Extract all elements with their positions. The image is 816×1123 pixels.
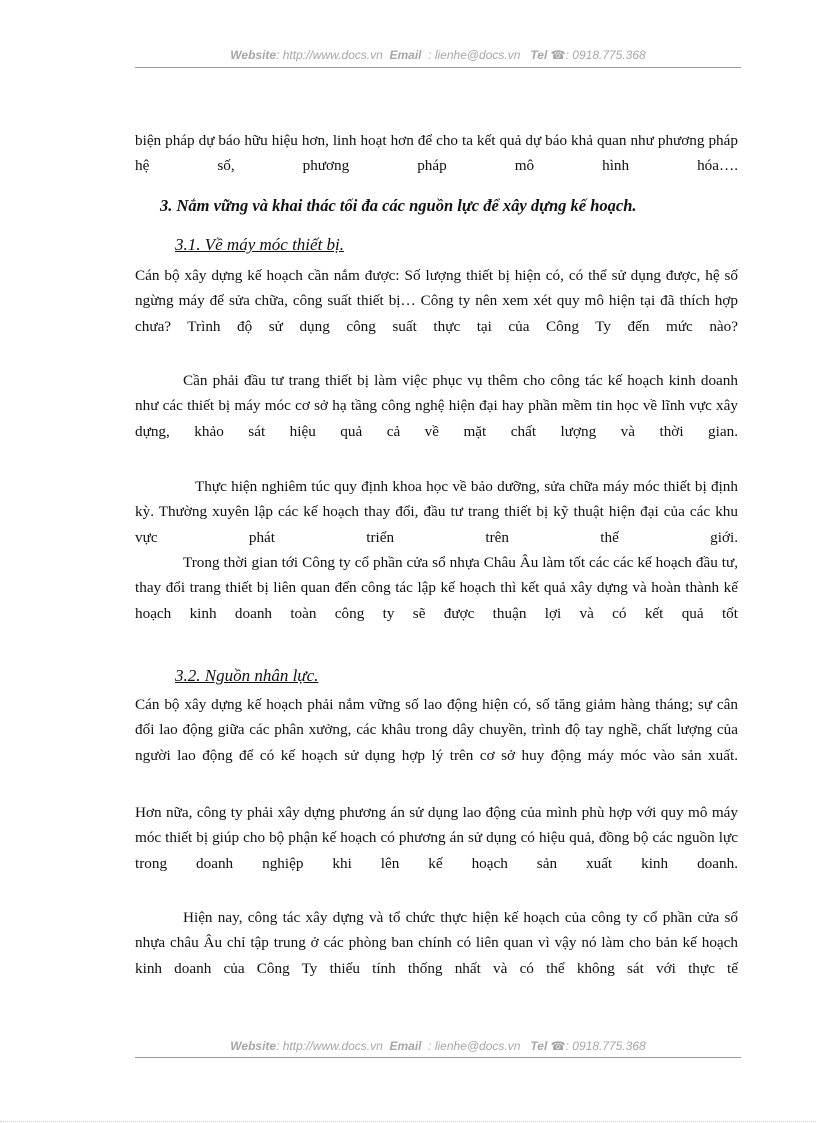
section-3-1-heading: 3.1. Về máy móc thiết bị.	[175, 235, 345, 254]
page-edge-divider	[0, 1121, 816, 1122]
footer-tel-label: Tel	[530, 1039, 548, 1053]
paragraph-3-2-a: Cán bộ xây dựng kế hoạch phải nắm vững số lao động hiện có, số tăng giảm hàng tháng; sự cân đối lao động giữa các phân xưởng, các khâu trong dây chuyền, trình độ tay nghề, chất lượng của người lao động để có kế hoạch sử dụng hợp lý trên cơ sở huy động máy móc vào sản xuất.	[135, 696, 738, 764]
header-email-link[interactable]: : lienhe@docs.vn	[428, 48, 521, 62]
header-rule	[135, 67, 741, 68]
footer-tel-value: : 0918.775.368	[565, 1039, 646, 1053]
section-3-heading: 3. Nắm vững và khai thác tối đa các nguồn lực để xây dựng kế hoạch.	[160, 196, 637, 215]
header-tel-label: Tel	[530, 48, 548, 62]
footer-email-link[interactable]: : lienhe@docs.vn	[428, 1039, 521, 1053]
header-email-label: Email	[389, 48, 422, 62]
header-tel-value: : 0918.775.368	[565, 48, 646, 62]
paragraph-3-1-c: Thực hiện nghiêm túc quy định khoa học về bảo dưỡng, sửa chữa máy móc thiết bị định kỳ. Thường xuyên lập các kế hoạch thay đổi, đầu tư trang thiết bị kỹ thuật hiện đại của các khu vực phát triển trên thế giới.	[135, 478, 738, 546]
header-website-link[interactable]: : http://www.docs.vn	[276, 48, 383, 62]
phone-icon: ☎	[550, 1039, 566, 1053]
paragraph-3-2-c: Hiện nay, công tác xây dựng và tổ chức thực hiện kế hoạch của công ty cổ phần cửa sổ nhựa châu Âu chỉ tập trung ở các phòng ban chính có liên quan vì vậy nó làm cho bản kế hoạch kinh doanh của Công Ty thiếu tính thống nhất và có thể không sát với thực tế	[135, 909, 738, 977]
paragraph-3-1-d: Trong thời gian tới Công ty cổ phần cửa sổ nhựa Châu Âu làm tốt các các kế hoạch đầu tư, thay đổi trang thiết bị liên quan đến công tác lập kế hoạch thì kết quả xây dựng và hoàn thành kế hoạch kinh doanh toàn công ty sẽ được thuận lợi và có kết quả tốt	[135, 554, 738, 622]
footer-rule	[135, 1057, 741, 1058]
header-website-label: Website	[230, 48, 277, 62]
page-footer	[135, 1039, 741, 1053]
intro-paragraph: biện pháp dự báo hữu hiệu hơn, linh hoạt hơn để cho ta kết quả dự báo khả quan như phương pháp hệ số, phương pháp mô hình hóa….	[135, 132, 738, 175]
footer-website-link[interactable]: : http://www.docs.vn	[276, 1039, 383, 1053]
paragraph-3-1-a: Cán bộ xây dựng kế hoạch cần nắm được: Số lượng thiết bị hiện có, có thể sử dụng được, hệ số ngừng máy để sửa chữa, công suất thiết bị… Công ty nên xem xét quy mô hiện tại đã thích hợp chưa? Trình độ sử dụng công suất thực tại của Công Ty đến mức nào?	[135, 267, 738, 335]
page-header	[135, 48, 741, 62]
paragraph-3-2-b: Hơn nữa, công ty phải xây dựng phương án sử dụng lao động của mình phù hợp với quy mô máy móc thiết bị giúp cho bộ phận kế hoạch có phương án sử dụng có hiệu quả, đồng bộ các nguồn lực trong doanh nghiệp khi lên kế hoạch sản xuất kinh doanh.	[135, 804, 738, 872]
section-3-2-heading: 3.2. Nguồn nhân lực.	[175, 666, 319, 685]
footer-email-label: Email	[389, 1039, 422, 1053]
paragraph-3-1-b: Cần phải đầu tư trang thiết bị làm việc phục vụ thêm cho công tác kế hoạch kinh doanh như các thiết bị máy móc cơ sở hạ tầng công nghệ hiện đại hay phần mềm tin học về lĩnh vực xây dựng, khảo sát hiệu quả cả về mặt chất lượng và thời gian.	[135, 372, 738, 440]
footer-website-label: Website	[230, 1039, 277, 1053]
phone-icon: ☎	[550, 48, 566, 62]
